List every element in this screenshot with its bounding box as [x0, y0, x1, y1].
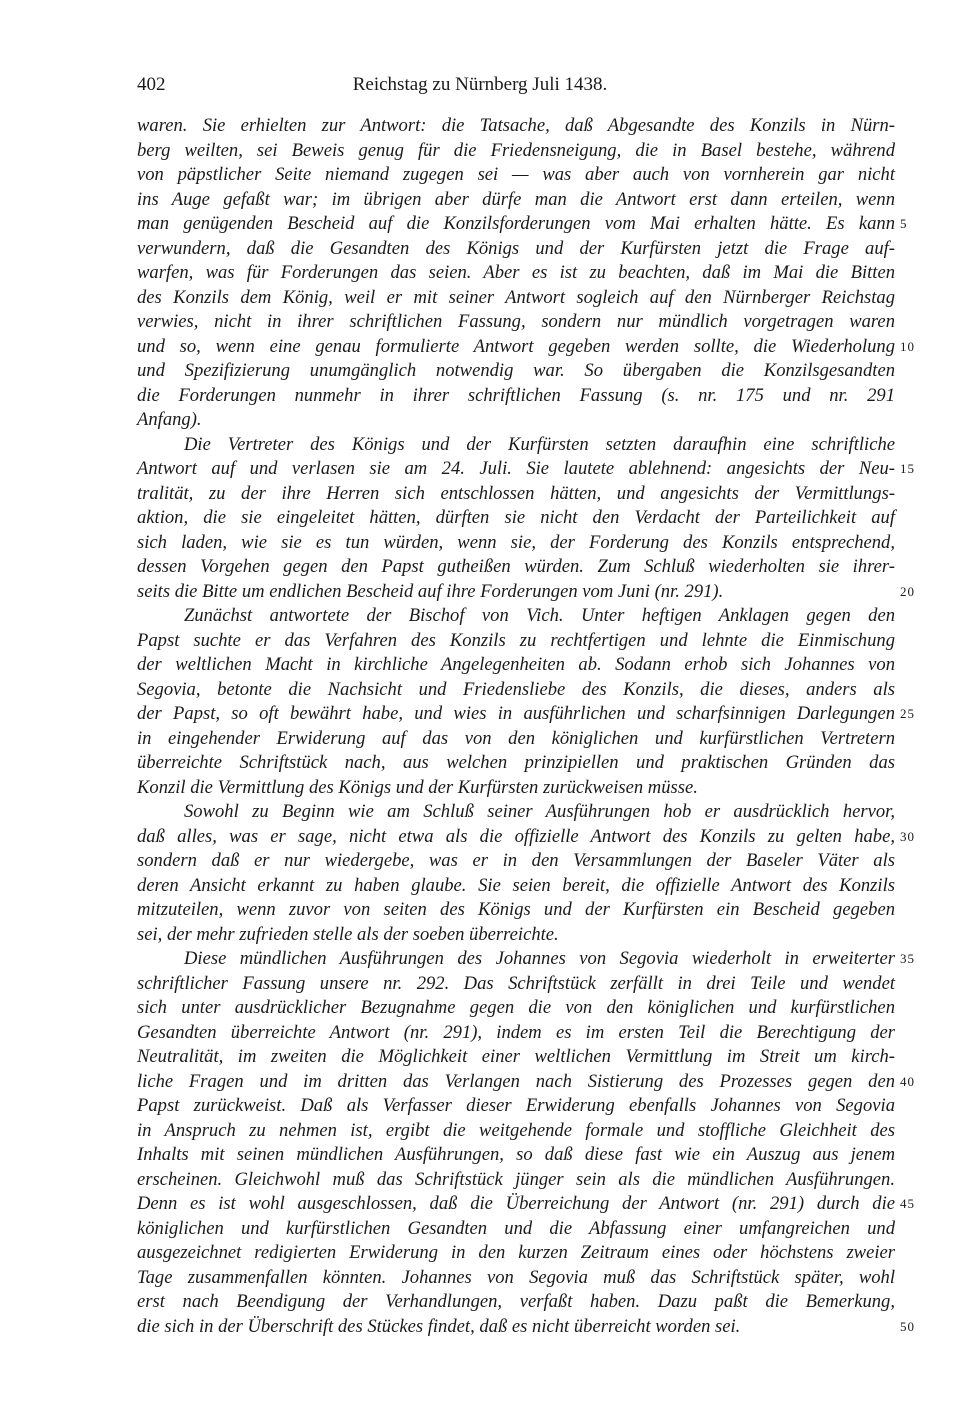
- text-line: man genügenden Bescheid auf die Konzilsforderungen vom Mai erhalten hätte. Es kann: [137, 213, 895, 234]
- text-line: liche Fragen und im dritten das Verlangen nach Sistierung des Prozesses gegen den: [137, 1070, 895, 1092]
- text-line: verwies, nicht in ihrer schriftlichen Fassung, sondern nur mündlich vorgetragen waren: [137, 311, 895, 332]
- text-line: Tage zusammenfallen könnten. Johannes von Segovia muß das Schriftstück später, wohl: [137, 1266, 895, 1288]
- line-number: 35: [900, 951, 915, 966]
- text-line: Papst zurückweist. Daß als Verfasser dieser Erwiderung ebenfalls Johannes von Segovia: [137, 1095, 895, 1116]
- text-line: tralität, zu der ihre Herren sich entschlossen hätten, und angesichts der Vermittlungs-: [137, 482, 895, 504]
- text-line: waren. Sie erhielten zur Antwort: die Tatsache, daß Abgesandte des Konzils in Nürn-: [137, 115, 895, 136]
- line-number: 45: [900, 1196, 915, 1211]
- text-line: ins Auge gefaßt war; im übrigen aber dürfe man die Antwort erst dann erteilen, wenn: [137, 188, 895, 210]
- line-number: 30: [900, 828, 915, 844]
- text-line: königlichen und kurfürstlichen Gesandten und die Abfassung einer umfangreichen und: [137, 1217, 895, 1239]
- text-line: berg weilten, sei Beweis genug für die Friedensneigung, die in Basel bestehe, während: [137, 139, 895, 161]
- text-line: sei, der mehr zufrieden stelle als der soeben überreichte.: [137, 923, 559, 945]
- text-line: schriftlicher Fassung unsere nr. 292. Das Schriftstück zerfällt in drei Teile und wendet: [137, 972, 895, 994]
- line-number: 25: [900, 706, 915, 721]
- text-line: sich laden, wie sie es tun würden, wenn sie, der Forderung des Konzils entsprechend,: [137, 531, 895, 553]
- text-line: sondern daß er nur wiedergebe, was er in den Versammlungen der Baseler Väter als: [137, 850, 895, 871]
- text-line: ausgezeichnet redigierten Erwiderung in den kurzen Zeitraum eines oder höchstens zweier: [137, 1242, 895, 1263]
- text-line: die sich in der Überschrift des Stückes findet, daß es nicht überreicht worden sei.: [137, 1315, 741, 1337]
- text-line: mitzuteilen, wenn zuvor von seiten des Königs und der Kurfürsten ein Bescheid gegeben: [137, 899, 895, 920]
- line-number: 20: [900, 583, 915, 599]
- text-line: seits die Bitte um endlichen Bescheid auf ihre Forderungen vom Juni (nr. 291).: [137, 580, 724, 602]
- text-line: warfen, was für Forderungen das seien. Aber es ist zu beachten, daß im Mai die Bitten: [137, 262, 895, 283]
- text-line: des Konzils dem König, weil er mit seiner Antwort sogleich auf den Nürnberger Reichstag: [137, 286, 895, 308]
- line-number: 15: [900, 461, 915, 476]
- text-line: erscheinen. Gleichwohl muß das Schriftstück jünger sein als die mündlichen Ausführungen.: [137, 1168, 895, 1190]
- text-line: Segovia, betonte die Nachsicht und Friedensliebe des Konzils, die dieses, anders als: [137, 678, 895, 700]
- text-line: Sowohl zu Beginn wie am Schluß seiner Ausführungen hob er ausdrücklich hervor,: [184, 801, 895, 822]
- text-line: Gesandten überreichte Antwort (nr. 291), indem es im ersten Teil die Berechtigung der: [137, 1021, 895, 1043]
- text-line: und so, wenn eine genau formulierte Antwort gegeben werden sollte, die Wiederholung: [137, 335, 895, 357]
- text-line: Anfang).: [137, 409, 202, 430]
- text-line: erst nach Beendigung der Verhandlungen, verfaßt haben. Dazu paßt die Bemerkung,: [137, 1291, 895, 1312]
- text-line: daß alles, was er sage, nicht etwa als die offizielle Antwort des Konzils zu gelten habe,: [137, 825, 895, 847]
- text-line: Denn es ist wohl ausgeschlossen, daß die Überreichung der Antwort (nr. 291) durch die: [137, 1193, 895, 1214]
- text-line: aktion, die sie eingeleitet hätten, dürften sie nicht den Verdacht der Parteilichkeit auf: [137, 507, 895, 528]
- text-line: in Anspruch zu nehmen ist, ergibt die weitgehende formale und stoffliche Gleichheit des: [137, 1119, 895, 1141]
- text-line: Konzil die Vermittlung des Königs und der Kurfürsten zurückweisen müsse.: [137, 776, 698, 798]
- text-line: deren Ansicht erkannt zu haben glaube. Sie seien bereit, die offizielle Antwort des Konzils: [137, 874, 895, 896]
- text-line: von päpstlicher Seite niemand zugegen sei — was aber auch von vornherein gar nicht: [137, 164, 895, 185]
- text-line: der Papst, so oft bewährt habe, und wies in ausführlichen und scharfsinnigen Darlegungen: [137, 703, 895, 724]
- line-number: 50: [900, 1318, 915, 1334]
- text-line: Neutralität, im zweiten die Möglichkeit einer weltlichen Vermittlung im Streit um kirch-: [137, 1046, 895, 1067]
- line-number: 10: [900, 338, 915, 354]
- text-line: in eingehender Erwiderung auf das von den königlichen und kurfürstlichen Vertretern: [137, 727, 895, 749]
- text-line: Antwort auf und verlasen sie am 24. Juli. Sie lautete ablehnend: angesichts der Neu-: [137, 458, 895, 479]
- text-line: die Forderungen nunmehr in ihrer schriftlichen Fassung (s. nr. 175 und nr. 291: [137, 384, 895, 406]
- text-line: der weltlichen Macht in kirchliche Angelegenheiten ab. Sodann erhob sich Johannes von: [137, 654, 895, 675]
- text-line: überreichte Schriftstück nach, aus welchen prinzipiellen und praktischen Gründen das: [137, 752, 895, 773]
- text-line: dessen Vorgehen gegen den Papst gutheißen würden. Zum Schluß wiederholten sie ihrer-: [137, 556, 895, 577]
- line-number: 40: [900, 1073, 915, 1089]
- page-number: 402: [137, 74, 166, 95]
- text-line: Die Vertreter des Königs und der Kurfürsten setzten daraufhin eine schriftliche: [184, 433, 895, 455]
- text-line: Diese mündlichen Ausführungen des Johannes von Segovia wiederholt in erweiterter: [184, 948, 895, 969]
- text-line: sich unter ausdrücklicher Bezugnahme gegen die von den königlichen und kurfürstlichen: [137, 997, 895, 1018]
- text-line: Zunächst antwortete der Bischof von Vich. Unter heftigen Anklagen gegen den: [184, 605, 895, 626]
- line-number: 5: [900, 216, 908, 231]
- text-line: Inhalts mit seinen mündlichen Ausführungen, so daß diese fast wie ein Auszug aus jenem: [137, 1144, 895, 1165]
- running-title: Reichstag zu Nürnberg Juli 1438.: [352, 74, 608, 95]
- text-line: und Spezifizierung unumgänglich notwendig war. So übergaben die Konzilsgesandten: [137, 360, 895, 381]
- text-line: verwundern, daß die Gesandten des Königs und der Kurfürsten jetzt die Frage auf-: [137, 237, 895, 259]
- text-line: Papst suchte er das Verfahren des Konzils zu rechtfertigen und lehnte die Einmischung: [137, 629, 895, 651]
